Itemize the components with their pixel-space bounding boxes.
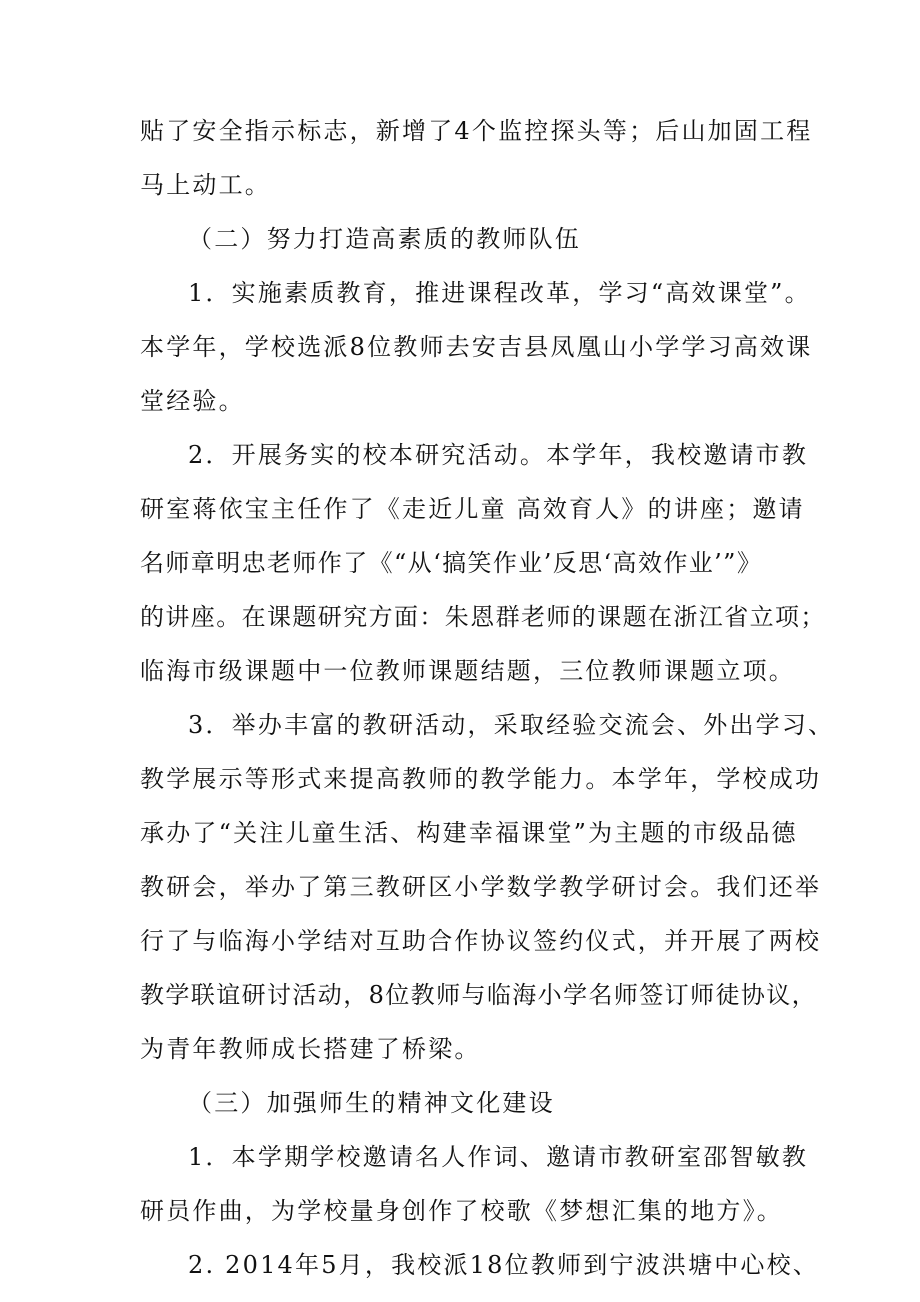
text-line: 1．实施素质教育，推进课程改革，学习“高效课堂”。	[188, 279, 811, 307]
text-line: 2．开展务实的校本研究活动。本学年，我校邀请市教	[188, 441, 809, 469]
text-line: 研员作曲，为学校量身创作了校歌《梦想汇集的地方》。	[140, 1197, 783, 1225]
text-line: 3．举办丰富的教研活动，采取经验交流会、外出学习、	[188, 711, 835, 739]
text-line: 研室蒋依宝主任作了《走近儿童 高效育人》的讲座；邀请	[140, 495, 805, 523]
section-heading: （三）加强师生的精神文化建设	[188, 1089, 555, 1117]
text-line: 承办了“关注儿童生活、构建幸福课堂”为主题的市级品德	[140, 819, 798, 847]
section-heading: （二）努力打造高素质的教师队伍	[188, 225, 581, 253]
text-line: 的讲座。在课题研究方面：朱恩群老师的课题在浙江省立项；	[140, 603, 826, 631]
text-line: 为青年教师成长搭建了桥梁。	[140, 1035, 481, 1063]
document-body	[140, 104, 835, 1292]
text-line: 临海市级课题中一位教师课题结题，三位教师课题立项。	[140, 657, 795, 685]
text-line: 马上动工。	[140, 171, 271, 199]
text-line: 贴了安全指示标志，新增了4个监控探头等；后山加固工程	[140, 117, 813, 145]
text-line: 教学展示等形式来提高教师的教学能力。本学年，学校成功	[140, 765, 822, 793]
text-line: 名师章明忠老师作了《“从‘搞笑作业’反思‘高效作业’”》	[140, 549, 763, 577]
text-line: 教研会，举办了第三教研区小学数学教学研讨会。我们还举	[140, 873, 822, 901]
text-line: 本学年，学校选派8位教师去安吉县凤凰山小学学习高效课	[140, 333, 813, 361]
text-line: 1．本学期学校邀请名人作词、邀请市教研室邵智敏教	[188, 1143, 809, 1171]
text-line: 堂经验。	[140, 387, 245, 415]
text-line: 行了与临海小学结对互助合作协议签约仪式，并开展了两校	[140, 927, 822, 955]
text-line: 教学联谊研讨活动，8位教师与临海小学名师签订师徒协议，	[140, 981, 818, 1009]
text-line: 2. 2014年5月，我校派18位教师到宁波洪塘中心校、	[188, 1251, 820, 1279]
